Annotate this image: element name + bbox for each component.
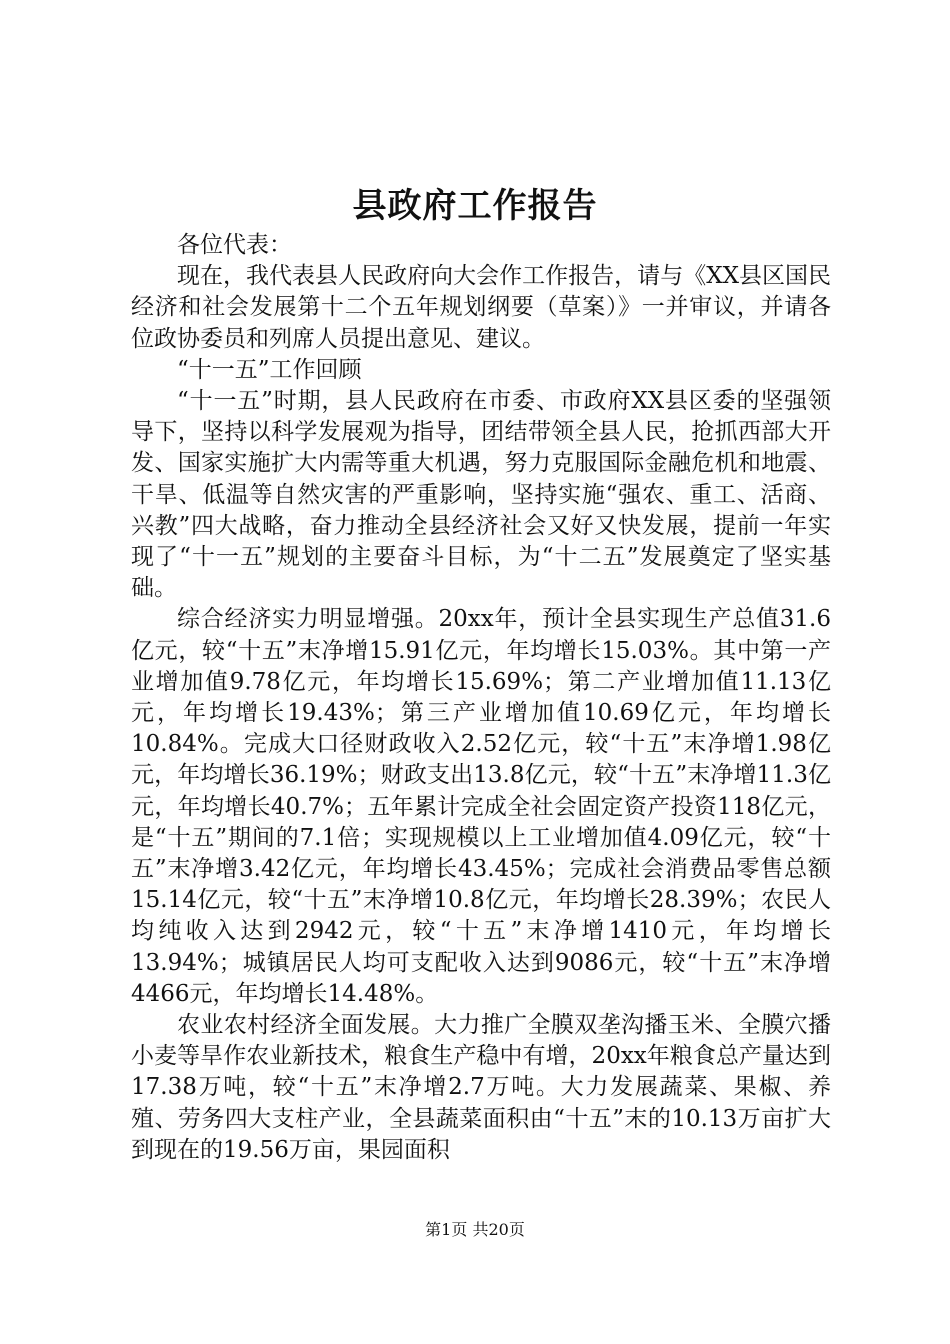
review-paragraph: “十一五”时期，县人民政府在市委、市政府XX县区委的坚强领导下，坚持以科学发展观为指导，团结带领全县人民，抢抓西部大开发、国家实施扩大内需等重大机遇，努力克服国际金融危机和地震、干旱、低温等自然灾害的严重影响，坚持实施“强农、重工、活商、兴教”四大战略，奋力推动全县经济社会又好又快发展，提前一年实现了“十一五”规划的主要奋斗目标，为“十二五”发展奠定了坚实基础。 (131, 388, 831, 602)
page-total: 共20页 (472, 1220, 525, 1239)
economy-paragraph: 综合经济实力明显增强。20xx年，预计全县实现生产总值31.6亿元，较“十五”末净增15.91亿元，年均增长15.03%。其中第一产业增加值9.78亿元，年均增长15.69%；第二产业增加值11.13亿元，年均增长19.43%；第三产业增加值10.69亿元，年均增长10.84%。完成大口径财政收入2.52亿元，较“十五”末净增1.98亿元，年均增长36.19%；财政支出13.8亿元，较“十五”末净增11.3亿元，年均增长40.7%；五年累计完成全社会固定资产投资118亿元，是“十五”期间的7.1倍；实现规模以上工业增加值4.09亿元，较“十五”末净增3.42亿元，年均增长43.45%；完成社会消费品零售总额15.14亿元，较“十五”末净增10.8亿元，年均增长28.39%；农民人均纯收入达到2942元，较“十五”末净增1410元，年均增长13.94%；城镇居民人均可支配收入达到9086元，较“十五”末净增4466元，年均增长14.48%。 (131, 606, 831, 1007)
section-heading: “十一五”工作回顾 (177, 356, 362, 383)
page-number: 第1页 (425, 1220, 468, 1239)
salutation-paragraph: 各位代表： (177, 232, 292, 258)
page-footer (0, 1220, 950, 1240)
document-body (131, 230, 831, 1166)
intro-paragraph: 现在，我代表县人民政府向大会作工作报告，请与《XX县区国民经济和社会发展第十二个五年规划纲要（草案）》一并审议，并请各位政协委员和列席人员提出意见、建议。 (131, 263, 831, 352)
document-title: 县政府工作报告 (352, 186, 598, 226)
agriculture-paragraph: 农业农村经济全面发展。大力推广全膜双垄沟播玉米、全膜穴播小麦等旱作农业新技术，粮食生产稳中有增，20xx年粮食总产量达到17.38万吨，较“十五”末净增2.7万吨。大力发展蔬菜、果椒、养殖、劳务四大支柱产业，全县蔬菜面积由“十五”末的10.13万亩扩大到现在的19.56万亩，果园面积 (131, 1012, 831, 1163)
